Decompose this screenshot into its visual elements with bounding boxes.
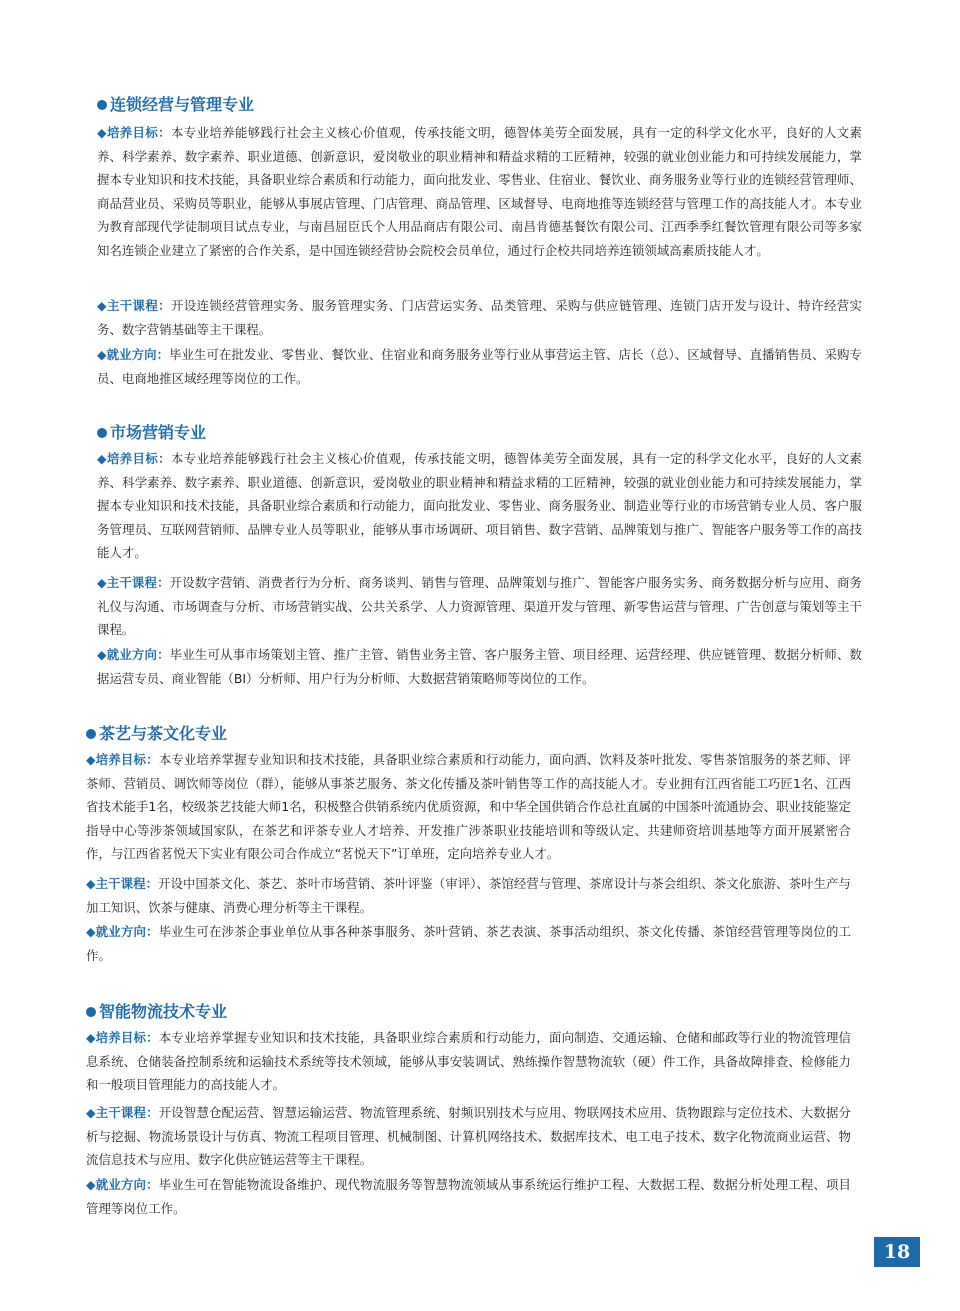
section-title: 市场营销专业: [97, 421, 206, 445]
job-paragraph: [97, 643, 862, 690]
job-paragraph: [86, 920, 851, 967]
course-text: 开设智慧仓配运营、智慧运输运营、物流管理系统、射频识别技术与应用、物联网技术应用、货物跟踪与定位技术、大数据分析与挖掘、物流场景设计与仿真、物流工程项目管理、机械制图、计算机网络技术、数据库技术、电工电子技术、数字化物流商业运营、物流信息技术与应用、数字化供应链运营等主干课程。: [86, 1105, 851, 1168]
page-number: 18: [874, 1237, 920, 1267]
goal-paragraph: [97, 121, 862, 263]
course-label: ◆主干课程：: [86, 876, 159, 891]
course-text: 开设中国茶文化、茶艺、茶叶市场营销、茶叶评鉴（审评）、茶馆经营与管理、茶席设计与茶会组织、茶文化旅游、茶叶生产与加工知识、饮茶与健康、消费心理分析等主干课程。: [86, 876, 851, 915]
goal-label: ◆培养目标：: [97, 451, 171, 466]
course-label: ◆主干课程：: [97, 575, 170, 590]
section-title: 茶艺与茶文化专业: [86, 722, 227, 746]
goal-paragraph: [97, 447, 862, 565]
bullet-dot-icon: [86, 1007, 96, 1017]
course-label: ◆主干课程：: [86, 1105, 159, 1120]
job-label: ◆就业方向：: [97, 347, 170, 362]
course-paragraph: [97, 294, 862, 341]
bullet-dot-icon: [86, 729, 96, 739]
bullet-dot-icon: [97, 428, 107, 438]
course-paragraph: [86, 1101, 851, 1172]
job-label: ◆就业方向：: [86, 924, 159, 939]
section-title: 智能物流技术专业: [86, 1000, 227, 1024]
goal-label: ◆培养目标：: [86, 1030, 159, 1045]
goal-label: ◆培养目标：: [97, 125, 171, 140]
job-text: 毕业生可在批发业、零售业、餐饮业、住宿业和商务服务业等行业从事营运主管、店长（总）、区域督导、直播销售员、采购专员、电商地推区域经理等岗位的工作。: [97, 347, 862, 386]
goal-text: 本专业培养掌握专业知识和技术技能，具备职业综合素质和行动能力，面向酒、饮料及茶叶批发、零售茶馆服务的茶艺师、评茶师、营销员、调饮师等岗位（群），能够从事茶艺服务、茶文化传播及茶叶销售等工作的高技能人才。专业拥有江西省能工巧匠1名、江西省技术能手1名，校级茶艺技能大师1名，积极整合供销系统内优质资源，和中华全国供销合作总社直属的中国茶叶流通协会、职业技能鉴定指导中心等涉茶领域国家队，在茶艺和评茶专业人才培养、开发推广涉茶职业技能培训和等级认定、共建师资培训基地等方面开展紧密合作，与江西省茗悦天下实业有限公司合作成立“茗悦天下”订单班，定向培养专业人才。: [86, 752, 851, 862]
section-title: 连锁经营与管理专业: [97, 93, 254, 117]
goal-text: 本专业培养掌握专业知识和技术技能，具备职业综合素质和行动能力，面向制造、交通运输、仓储和邮政等行业的物流管理信息系统、仓储装备控制系统和运输技术系统等技术领域，能够从事安装调试、熟练操作智慧物流软（硬）件工作，具备故障排查、检修能力和一般项目管理能力的高技能人才。: [86, 1030, 851, 1093]
goal-text: 本专业培养能够践行社会主义核心价值观，传承技能文明，德智体美劳全面发展，具有一定的科学文化水平，良好的人文素养、科学素养、数字素养、职业道德、创新意识，爱岗敬业的职业精神和精益求精的工匠精神，较强的就业创业能力和可持续发展能力，掌握本专业知识和技术技能，具备职业综合素质和行动能力，面向批发业、零售业、商务服务业、制造业等行业的市场营销专业人员、客户服务管理员、互联网营销师、品牌专业人员等职业，能够从事市场调研、项目销售、数字营销、品牌策划与推广、智能客户服务等工作的高技能人才。: [97, 451, 862, 561]
goal-text: 本专业培养能够践行社会主义核心价值观，传承技能文明，德智体美劳全面发展，具有一定的科学文化水平，良好的人文素养、科学素养、数字素养、职业道德、创新意识，爱岗敬业的职业精神和精益求精的工匠精神，较强的就业创业能力和可持续发展能力，掌握本专业知识和技术技能，具备职业综合素质和行动能力，面向批发业、零售业、住宿业、餐饮业、商务服务业等行业的连锁经营管理师、商品营业员、采购员等职业，能够从事展店管理、门店管理、商品管理、区域督导、电商地推等连锁经营与管理工作的高技能人才。本专业为教育部现代学徒制项目试点专业，与南昌屈臣氏个人用品商店有限公司、南昌肯德基餐饮有限公司、江西季季红餐饮管理有限公司等多家知名连锁企业建立了紧密的合作关系，是中国连锁经营协会院校会员单位，通过行企校共同培养连锁领域高素质技能人才。: [97, 125, 862, 258]
course-paragraph: [97, 571, 862, 642]
bullet-dot-icon: [97, 100, 107, 110]
job-text: 毕业生可在智能物流设备维护、现代物流服务等智慧物流领域从事系统运行维护工程、大数据工程、数据分析处理工程、项目管理等岗位工作。: [86, 1177, 851, 1216]
course-text: 开设数字营销、消费者行为分析、商务谈判、销售与管理、品牌策划与推广、智能客户服务实务、商务数据分析与应用、商务礼仪与沟通、市场调查与分析、市场营销实战、公共关系学、人力资源管理、渠道开发与管理、新零售运营与管理、广告创意与策划等主干课程。: [97, 575, 862, 638]
course-paragraph: [86, 872, 851, 919]
job-paragraph: [86, 1173, 851, 1220]
course-label: ◆主干课程：: [97, 298, 171, 313]
job-label: ◆就业方向：: [86, 1177, 159, 1192]
job-text: 毕业生可从事市场策划主管、推广主管、销售业务主管、客户服务主管、项目经理、运营经理、供应链管理、数据分析师、数据运营专员、商业智能（BI）分析师、用户行为分析师、大数据营销策略师等岗位的工作。: [97, 647, 862, 686]
job-text: 毕业生可在涉茶企事业单位从事各种茶事服务、茶叶营销、茶艺表演、茶事活动组织、茶文化传播、茶馆经营管理等岗位的工作。: [86, 924, 851, 963]
course-text: 开设连锁经营管理实务、服务管理实务、门店营运实务、品类管理、采购与供应链管理、连锁门店开发与设计、特许经营实务、数字营销基础等主干课程。: [97, 298, 862, 337]
job-paragraph: [97, 343, 862, 390]
job-label: ◆就业方向：: [97, 647, 170, 662]
goal-label: ◆培养目标：: [86, 752, 159, 767]
goal-paragraph: [86, 748, 851, 866]
goal-paragraph: [86, 1026, 851, 1097]
